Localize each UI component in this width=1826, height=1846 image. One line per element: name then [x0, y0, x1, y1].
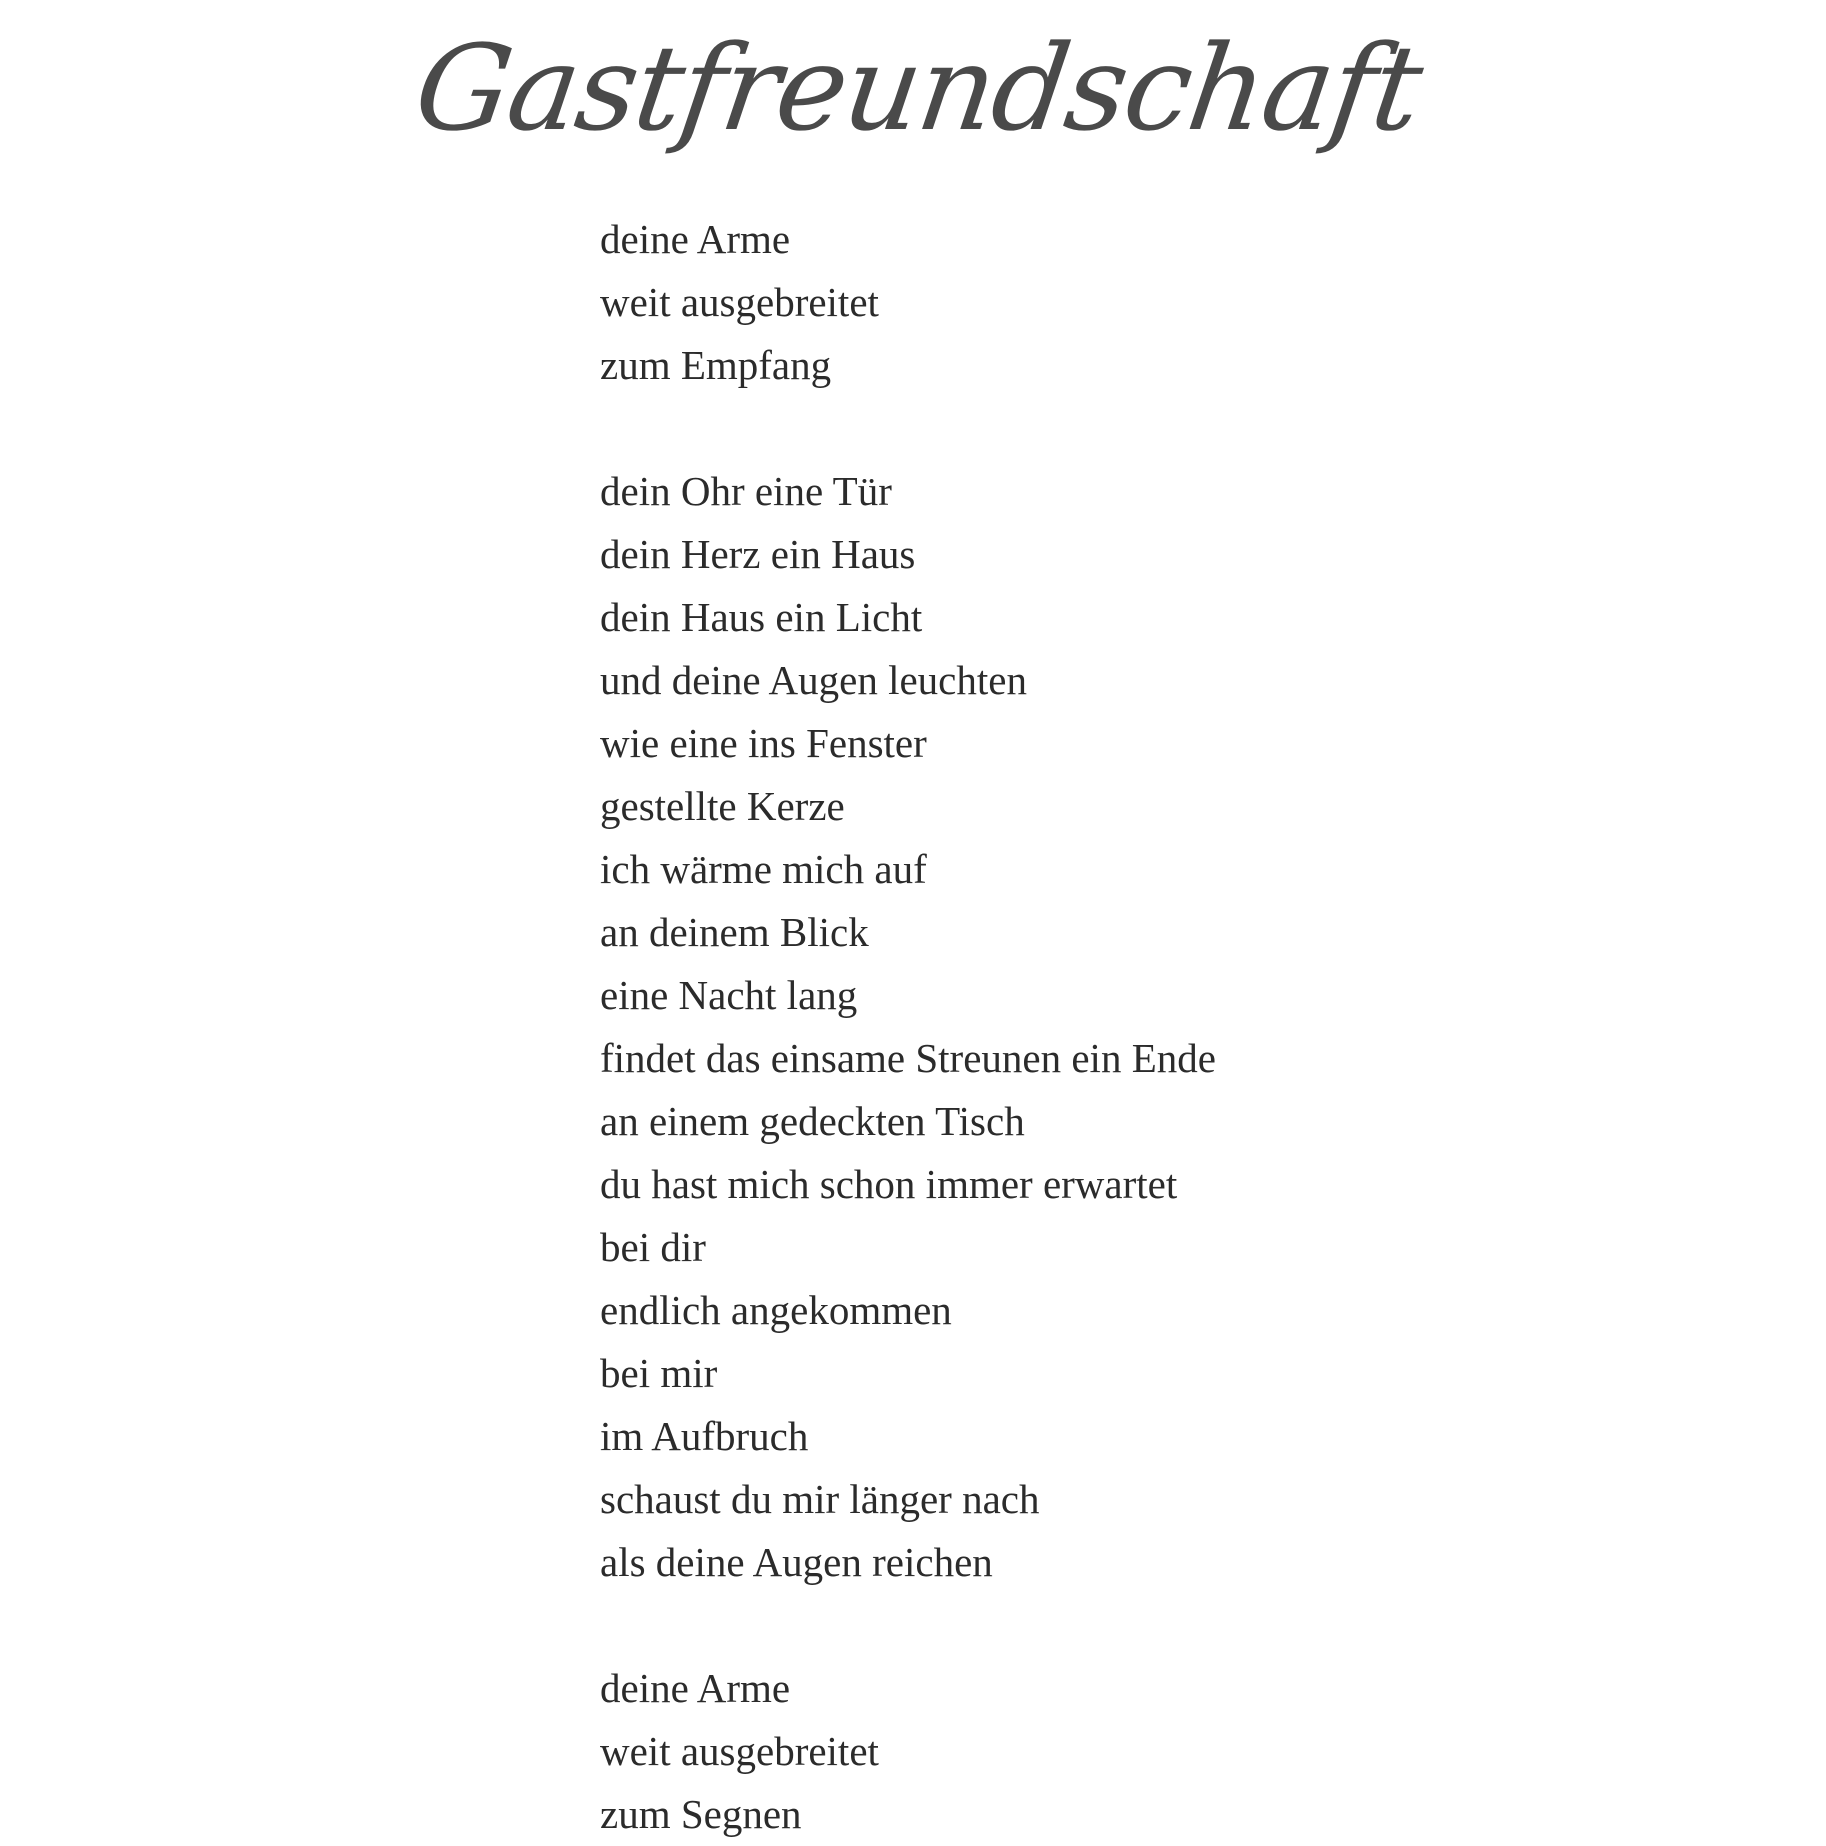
- poem-body: [600, 208, 1600, 1846]
- poem-line: bei dir: [600, 1224, 706, 1270]
- poem-line: zum Empfang: [600, 342, 832, 388]
- poem-line: und deine Augen leuchten: [600, 657, 1027, 703]
- poem-line: dein Herz ein Haus: [600, 531, 916, 577]
- poem-line: an einem gedeckten Tisch: [600, 1098, 1025, 1144]
- poem-line: gestellte Kerze: [600, 783, 845, 829]
- stanza-3: [600, 1657, 1600, 1846]
- poem-line: zum Segnen: [600, 1791, 802, 1837]
- poem-line: weit ausgebreitet: [600, 279, 879, 325]
- poem-line: im Aufbruch: [600, 1413, 809, 1459]
- poem-line: dein Haus ein Licht: [600, 594, 923, 640]
- poem-line: findet das einsame Streunen ein Ende: [600, 1035, 1216, 1081]
- poem-line: bei mir: [600, 1350, 718, 1396]
- poem-line: eine Nacht lang: [600, 972, 858, 1018]
- stanza-1: [600, 208, 1600, 397]
- title-block: [0, 0, 1826, 180]
- poem-line: ich wärme mich auf: [600, 846, 927, 892]
- poem-line: endlich angekommen: [600, 1287, 952, 1333]
- poem-line: an deinem Blick: [600, 909, 869, 955]
- poem-line: weit ausgebreitet: [600, 1728, 879, 1774]
- poem-line: schaust du mir länger nach: [600, 1476, 1040, 1522]
- poem-line: deine Arme: [600, 216, 791, 262]
- poem-line: du hast mich schon immer erwartet: [600, 1161, 1178, 1207]
- poem-line: wie eine ins Fenster: [600, 720, 927, 766]
- stanza-2: [600, 460, 1600, 1594]
- poem-title: Gastfreundschaft: [407, 19, 1429, 157]
- poem-line: deine Arme: [600, 1665, 791, 1711]
- poem-line: dein Ohr eine Tür: [600, 468, 892, 514]
- poem-line: als deine Augen reichen: [600, 1539, 993, 1585]
